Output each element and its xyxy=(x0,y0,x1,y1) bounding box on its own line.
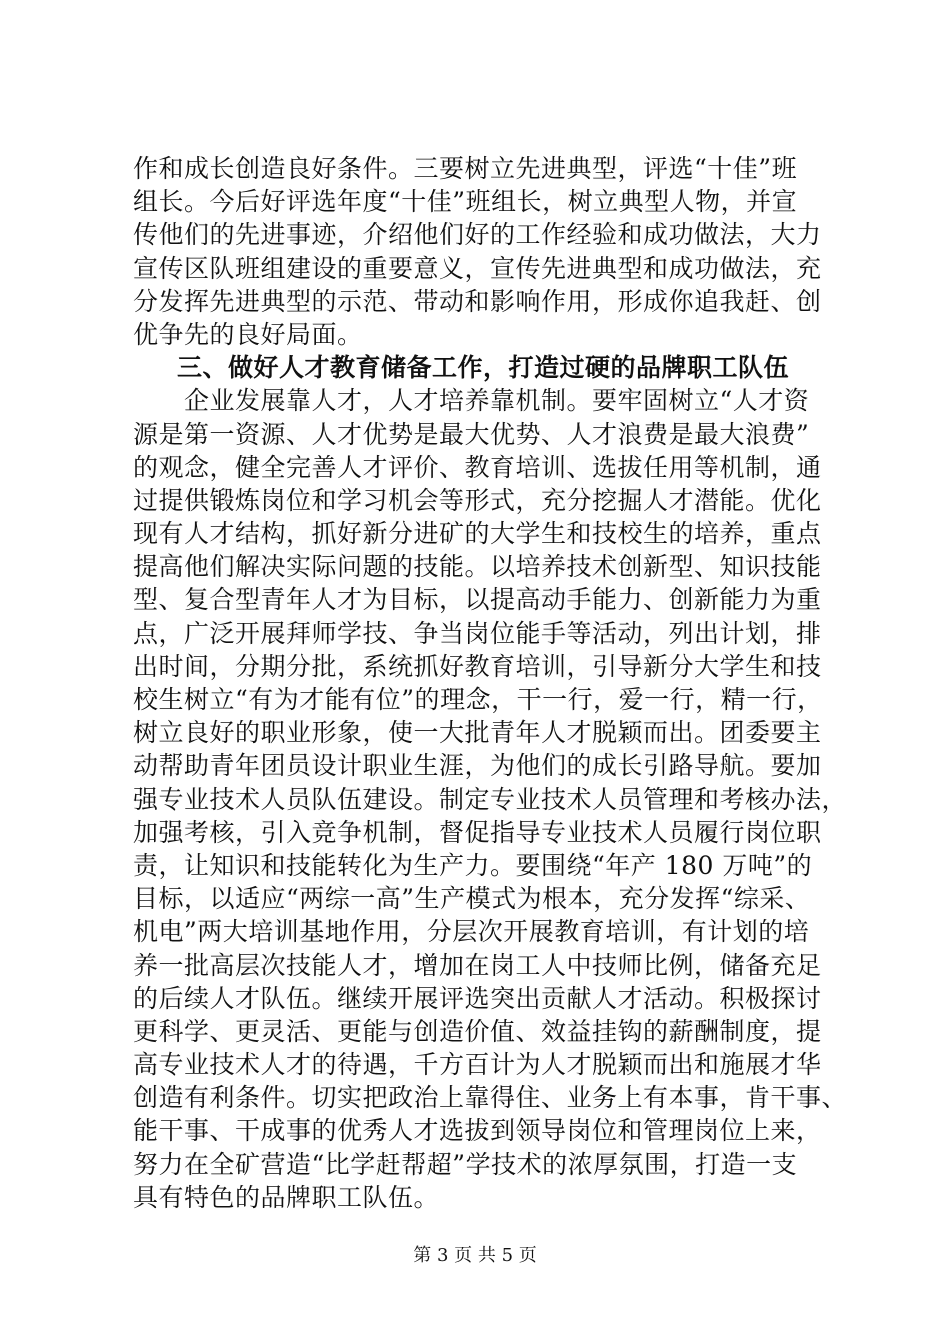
body-line: 点，广泛开展拜师学技、争当岗位能手等活动，列出计划，排 xyxy=(133,618,822,648)
body-line: 组长。今后好评选年度“十佳”班组长，树立典型人物，并宣 xyxy=(133,187,798,217)
body-line: 提高他们解决实际问题的技能。以培养技术创新型、知识技能 xyxy=(133,552,822,582)
body-line: 源是第一资源、人才优势是最大优势、人才浪费是最大浪费” xyxy=(133,419,810,449)
body-line: 传他们的先进事迹，介绍他们好的工作经验和成功做法，大力 xyxy=(133,220,822,250)
body-line: 的后续人才队伍。继续开展评选突出贡献人才活动。积极探讨 xyxy=(133,983,822,1013)
body-line: 责，让知识和技能转化为生产力。要围绕“年产 180 万吨”的 xyxy=(133,850,813,880)
body-line: 动帮助青年团员设计职业生涯，为他们的成长引路导航。要加 xyxy=(133,751,822,781)
body-line: 宣传区队班组建设的重要意义，宣传先进典型和成功做法，充 xyxy=(133,253,822,283)
body-line: 作和成长创造良好条件。三要树立先进典型，评选“十佳”班 xyxy=(133,154,798,183)
body-line: 强专业技术人员队伍建设。制定专业技术人员管理和考核办法， xyxy=(133,784,848,814)
body-line: 创造有利条件。切实把政治上靠得住、业务上有本事，肯干事、 xyxy=(133,1083,848,1113)
body-line: 型、复合型青年人才为目标，以提高动手能力、创新能力为重 xyxy=(133,585,822,615)
section-heading: 三、做好人才教育储备工作，打造过硬的品牌职工队伍 xyxy=(177,353,790,383)
body-line: 目标，以适应“两综一高”生产模式为根本，充分发挥“综采、 xyxy=(133,884,811,914)
body-line: 的观念，健全完善人才评价、教育培训、选拔任用等机制，通 xyxy=(133,452,822,482)
body-line: 分发挥先进典型的示范、带动和影响作用，形成你追我赶、创 xyxy=(133,286,822,316)
page-number-footer: 第 3 页 共 5 页 xyxy=(413,1245,537,1266)
body-line: 优争先的良好局面。 xyxy=(133,319,363,349)
body-line: 树立良好的职业形象，使一大批青年人才脱颖而出。团委要主 xyxy=(133,718,822,748)
body-line: 能干事、干成事的优秀人才选拔到领导岗位和管理岗位上来， xyxy=(133,1116,822,1146)
body-line: 过提供锻炼岗位和学习机会等形式，充分挖掘人才潜能。优化 xyxy=(133,485,822,515)
body-line: 更科学、更灵活、更能与创造价值、效益挂钩的薪酬制度，提 xyxy=(133,1016,822,1046)
body-line: 出时间，分期分批，系统抓好教育培训，引导新分大学生和技 xyxy=(133,651,822,681)
body-line: 努力在全矿营造“比学赶帮超”学技术的浓厚氛围，打造一支 xyxy=(133,1149,798,1179)
body-line: 具有特色的品牌职工队伍。 xyxy=(133,1182,440,1212)
body-line: 校生树立“有为才能有位”的理念，干一行，爱一行，精一行， xyxy=(133,685,823,714)
body-line: 高专业技术人才的待遇，千方百计为人才脱颖而出和施展才华 xyxy=(133,1050,822,1080)
body-line: 机电”两大培训基地作用，分层次开展教育培训，有计划的培 xyxy=(133,917,810,947)
body-line: 养一批高层次技能人才，增加在岗工人中技师比例，储备充足 xyxy=(133,950,822,980)
body-line: 加强考核，引入竞争机制，督促指导专业技术人员履行岗位职 xyxy=(133,817,822,847)
body-line: 企业发展靠人才，人才培养靠机制。要牢固树立“人才资 xyxy=(133,386,810,416)
body-line: 现有人才结构，抓好新分进矿的大学生和技校生的培养，重点 xyxy=(133,519,822,549)
body-text xyxy=(133,152,848,1214)
